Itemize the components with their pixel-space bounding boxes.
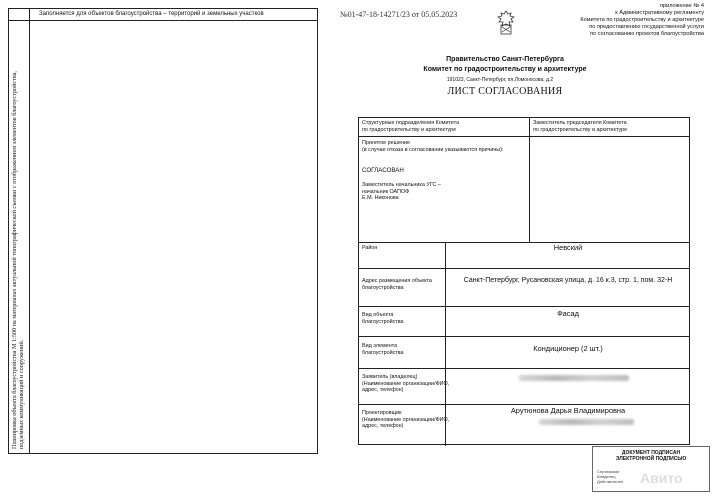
left-side-note <box>11 29 25 449</box>
row-value-element-type: Кондиционер (2 шт.) <box>533 344 603 353</box>
appendix-line: приложение № 4 <box>659 3 704 9</box>
coat-of-arms-icon <box>495 10 517 36</box>
gov-line: Правительство Санкт-Петербурга <box>446 56 564 63</box>
decision-value: СОГЛАСОВАН <box>362 167 404 174</box>
column-header-deputy-chair: Заместитель председателя Комитета по градостроительству и архитектуре <box>533 120 628 133</box>
redacted-applicant <box>519 375 629 381</box>
column-header-departments: Структурные подразделения Комитета по градостроительству и архитектуре <box>362 120 460 133</box>
appendix-line: по согласованию проектов благоустройства <box>589 31 704 37</box>
row-value-address: Санкт-Петербург, Русановская улица, д. 16 к.3, стр. 1, пом. 32-Н <box>463 277 673 284</box>
document-number: №01-47-18-14271/23 от 05.05.2023 <box>340 10 458 19</box>
row-label-district: Район <box>362 245 378 251</box>
approval-table <box>358 117 690 445</box>
gov-line: Комитет по градостроительству и архитектуре <box>423 66 587 73</box>
appendix-line: по предоставлению государственной услуги <box>589 24 704 30</box>
left-sheet-header <box>9 9 317 21</box>
left-sheet <box>8 8 318 454</box>
appendix-note <box>540 3 704 38</box>
signer-block: Заместитель начальника УГС – начальник ОАПОФ Е.М. Никонова <box>362 182 441 202</box>
sheet-title: ЛИСТ СОГЛАСОВАНИЯ <box>447 86 563 97</box>
decision-label: Принятое решение (в случае отказа в согласовании указываются причины): <box>362 140 504 153</box>
left-column-divider <box>29 9 30 453</box>
stamp-details: Сертификат Владелец Действителен <box>597 469 624 484</box>
left-header-text: Заполняется для объектов благоустройства – территорий и земельных участков <box>39 11 264 17</box>
watermark: Авито <box>640 470 683 486</box>
side-note-line: Планировка объекта благоустройства М 1:500 на материалах актуальной топографической съемки с отображением элементов благоустройства, <box>11 71 18 449</box>
row-value-designer: Арутюнова Дарья Владимировна <box>510 406 626 415</box>
committee-address: 191023, Санкт-Петербург, пл.Ломоносова, д.2 <box>446 77 554 83</box>
row-label-address: Адрес размещения объекта благоустройства <box>362 278 432 291</box>
side-note-line: подземных коммуникаций и сооружений. <box>18 339 25 449</box>
appendix-line: к Административному регламенту <box>615 10 704 16</box>
row-label-applicant: Заявитель (владелец) (Наименование организации/ФИО, адрес, телефон) <box>362 374 450 394</box>
row-value-object-type: Фасад <box>557 309 579 318</box>
appendix-line: Комитета по градостроительству и архитектуре <box>580 17 704 23</box>
redacted-designer-contact <box>539 419 634 425</box>
row-label-object-type: Вид объекта благоустройства <box>362 312 404 325</box>
stamp-title: ДОКУМЕНТ ПОДПИСАН ЭЛЕКТРОННОЙ ПОДПИСЬЮ <box>615 450 687 462</box>
row-label-designer: Проектировщик (Наименование организации/ФИО, адрес, телефон) <box>362 410 450 430</box>
row-label-element-type: Вид элемента благоустройства <box>362 343 404 356</box>
government-heading <box>390 55 620 75</box>
row-value-district: Невский <box>553 243 583 252</box>
